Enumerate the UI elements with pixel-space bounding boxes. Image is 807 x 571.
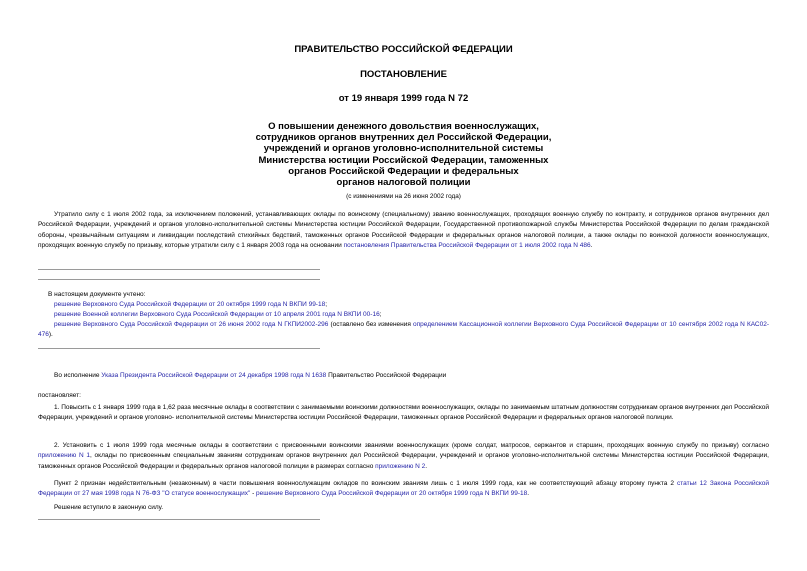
military-status-law-link[interactable]: статьи 12 Закона Российской Федерации от 27 мая 1998 года N 76-ФЗ "О статусе военнослужащих" <box>38 480 769 498</box>
court-decision-link[interactable]: решение Верховного Суда Российской Федерации от 20 октября 1999 года N ВКПИ 99-18 <box>256 490 528 498</box>
paragraph-2-end: . <box>425 462 428 470</box>
paragraph-2 <box>38 441 769 472</box>
paragraph-2-text-mid: , оклады по присвоенным специальным званиям сотрудникам органов внутренних дел Российской Федерации, учреждений и органов уголовно-исполнительной системы Министерства юстиции Российской Федерации, таможенных органов Российской Федерации и федеральных органов налоговой полиции в размерах согласно <box>38 452 769 470</box>
paragraph-2-text: 2. Установить с 1 июля 1999 года месячные оклады в соответствии с присвоенными воинскими званиями военнослужащих (кроме солдат, матросов, сержантов и старшин, проходящих военную службу по призыву) согласно <box>54 442 769 449</box>
pursuant-paragraph <box>54 371 785 381</box>
divider <box>38 348 320 349</box>
considered-heading: В настоящем документе учтено: <box>48 291 146 298</box>
considered-item <box>38 320 769 341</box>
paragraph-1 <box>38 403 769 424</box>
divider <box>38 269 320 270</box>
title-line: сотрудников органов внутренних дел Российской Федерации, <box>255 132 552 144</box>
title-line: Министерства юстиции Российской Федерации, таможенных <box>258 154 549 166</box>
court-note-text: Пункт 2 признан недействительным (незаконным) в части повышения военнослужащим окладов по воинским званиям лишь с 1 июля 1999 года, как не соответствующий абзацу второму пункта 2 <box>54 480 677 487</box>
title-line: О повышении денежного довольствия военнослужащих, <box>268 121 539 132</box>
document-type: ПОСТАНОВЛЕНИЕ <box>360 69 447 80</box>
in-force-note: Решение вступило в законную силу. <box>54 504 164 511</box>
court-note-end: . <box>527 490 530 498</box>
repeal-notice <box>38 210 769 252</box>
title-line: учреждений и органов уголовно-исполнительной системы <box>263 143 544 155</box>
considered-item-link[interactable]: решение Военной коллегии Верховного Суда Российской Федерации от 10 апреля 2001 года N ВКПИ 00-16 <box>54 311 380 318</box>
appendix-2-link[interactable]: приложению N 2 <box>375 462 426 470</box>
considered-item-punct: ; <box>325 301 328 308</box>
divider <box>38 279 320 280</box>
presidential-decree-link[interactable]: Указа Президента Российской Федерации от 24 декабря 1998 года N 1638 <box>101 372 327 379</box>
considered-item-link[interactable]: решение Верховного Суда Российской Федерации от 20 октября 1999 года N ВКПИ 99-18 <box>54 301 326 308</box>
paragraph-1-text: 1. Повысить с 1 января 1999 года в 1,62 раза месячные оклады в соответствии с занимаемыми воинскими должностями военнослужащих, оклады по занимаемым штатным должностям сотрудникам органов внутренних дел Российской Федерации, учреждений и органов уголовно- исполнительной системы Министерства юстиции Российской Федерации, таможенных органов Российской Федерации и федеральных органов налоговой полиции. <box>38 404 769 422</box>
divider <box>38 519 320 520</box>
considered-item-link-2[interactable]: определением Кассационной коллегии Верховного Суда Российской Федерации от 10 сентября 2002 года N КАС02-476 <box>38 321 770 339</box>
court-note-dash: - <box>250 490 257 498</box>
considered-item-punct: ). <box>48 331 53 339</box>
repeal-notice-link[interactable]: постановления Правительства Российской Федерации от 1 июля 2002 года N 486 <box>343 242 591 250</box>
title-line: органов Российской Федерации и федеральных <box>288 165 519 177</box>
title-line: органов налоговой полиции <box>336 177 471 189</box>
resolves-label: постановляет: <box>38 392 81 399</box>
considered-item <box>54 310 785 320</box>
pursuant-text: Во исполнение <box>54 372 102 379</box>
court-note <box>38 479 769 500</box>
revision-note: (с изменениями на 26 июня 2002 года) <box>346 193 461 200</box>
government-heading: ПРАВИТЕЛЬСТВО РОССИЙСКОЙ ФЕДЕРАЦИИ <box>294 44 513 55</box>
appendix-1-link[interactable]: приложению N 1 <box>38 452 90 460</box>
pursuant-text-end: Правительство Российской Федерации <box>326 372 447 379</box>
repeal-notice-end: . <box>590 242 593 250</box>
considered-item-text: (оставлено без изменения <box>328 321 413 328</box>
document-date-number: от 19 января 1999 года N 72 <box>338 93 469 104</box>
considered-item-punct: ; <box>379 311 382 318</box>
considered-item <box>54 300 785 310</box>
considered-item-link[interactable]: решение Верховного Суда Российской Федерации от 26 июня 2002 года N ГКПИ2002-296 <box>54 321 329 328</box>
document-title <box>0 121 807 188</box>
repeal-notice-text: Утратило силу с 1 июля 2002 года, за исключением положений, устанавливающих оклады по воинскому (специальному) званию военнослужащих, проходящих военную службу по контракту, и сотрудников органов внутренних дел Российской Федерации, учреждений и органов уголовно-исполнительной системы Министерства юстиции Российской Федерации, Государственной противопожарной службы Министерства Российской Федерации по делам гражданской обороны, чрезвычайным ситуациям и ликвидации последствий стихийных бедствий, таможенных органов Российской Федерации и федеральных органов налоговой полиции, а также оклады по воинской должности военнослужащих, проходящих военную службу по призыву, которые утратили силу с 1 января 2003 года на основании <box>38 211 769 250</box>
